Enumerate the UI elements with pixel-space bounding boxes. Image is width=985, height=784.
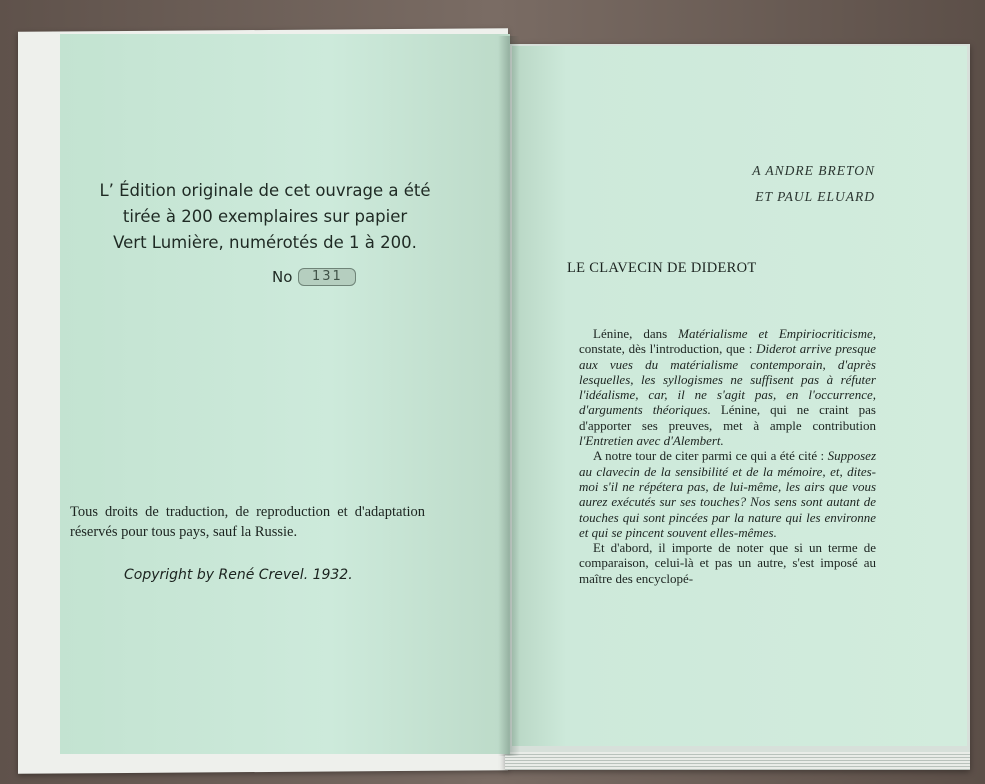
body-paragraph <box>579 540 876 586</box>
left-page <box>60 34 510 754</box>
body-text-span: Lénine, qui ne craint pas d'apporter ses preuves, met à ample contribution <box>579 402 876 433</box>
body-paragraph <box>579 448 876 540</box>
dedication-line: ET PAUL ELUARD <box>755 189 875 204</box>
body-text-span: Lénine, dans <box>593 326 679 341</box>
body-text-span: constate, dès l'introduction, que : <box>579 341 757 357</box>
copyright-line: Copyright by René Crevel. 1932. <box>124 567 353 583</box>
dedication-line: A ANDRE BRETON <box>752 163 875 178</box>
right-page-content <box>512 46 967 746</box>
italic-text: l'Entretien avec d'Alembert. <box>579 433 724 449</box>
body-paragraph <box>579 326 876 448</box>
body-text-span: Et d'abord, il importe de noter que si un terme de comparaison, celui-là et pas un autre, s'est imposé au maître des encyclopé- <box>579 540 876 586</box>
number-label: No <box>272 268 293 286</box>
italic-text: Diderot arrive presque aux vues du matérialisme contemporain, d'après lesquelles, les syllogismes ne suffisent pas à réfuter l'idéalisme, car, il ne s'agit pas, en l'occurrence, d'arguments théoriques. <box>579 341 876 418</box>
italic-text: Supposez au clavecin de la sensibilité et de la mémoire, et, dites-moi s'il ne répétera pas, de lui-même, les airs que vous aurez exécutés sur ses touches? Nos sens sont autant de touches qui sont pincées par la nature qui les environne et qui se pincent souvent elles-mêmes. <box>579 448 876 540</box>
body-text <box>579 326 876 586</box>
edition-line: tirée à 200 exemplaires sur papier <box>122 207 408 226</box>
italic-text: Matérialisme et Empiriocriticisme, <box>678 326 876 341</box>
edition-notice <box>80 178 450 256</box>
edition-line: Vert Lumière, numérotés de 1 à 200. <box>113 233 417 252</box>
dedication <box>752 158 875 210</box>
body-text-span: A notre tour de citer parmi ce qui a été cité : <box>593 448 828 464</box>
chapter-title: LE CLAVECIN DE DIDEROT <box>567 260 757 276</box>
copy-number <box>272 268 356 286</box>
rights-notice: Tous droits de traduction, de reproduction et d'adaptation réservés pour tous pays, sauf la Russie. <box>70 504 425 540</box>
edition-line: L’ Édition originale de cet ouvrage a été <box>99 181 431 200</box>
number-stamp: 131 <box>298 268 356 286</box>
